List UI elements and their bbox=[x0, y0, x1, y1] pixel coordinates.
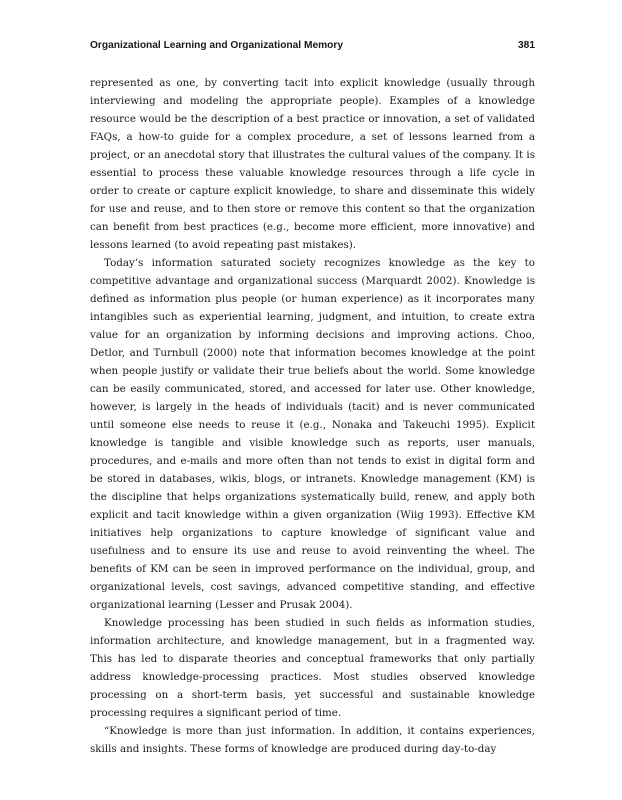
page-number: 381 bbox=[518, 40, 535, 51]
running-header bbox=[90, 40, 535, 58]
paragraph-2: Today’s information saturated society recognizes knowledge as the key to competitive advantage and organizational success (Marquardt 2002). Knowledge is defined as information plus people (or human experience) as it incorporates many intangibles such as experiential learning, judgment, and intuition, to create extra value for an organization by informing decisions and improving actions. Choo, Detlor, and Turnbull (2000) note that information becomes knowledge at the point when people justify or validate their true beliefs about the world. Some knowledge can be easily communicated, stored, and accessed for later use. Other knowledge, however, is largely in the heads of individuals (tacit) and is never communicated until someone else needs to reuse it (e.g., Nonaka and Takeuchi 1995). Explicit knowledge is tangible and visible knowledge such as reports, user manuals, procedures, and e-mails and more often than not tends to exist in digital form and be stored in databases, wikis, blogs, or intranets. Knowledge management (KM) is the discipline that helps organizations systematically build, renew, and apply both explicit and tacit knowledge within a given organization (Wiig 1993). Effective KM initiatives help organizations to capture knowledge of significant value and usefulness and to ensure its use and reuse to avoid reinventing the wheel. The benefits of KM can be seen in improved performance on the individual, group, and organizational levels, cost savings, advanced competitive standing, and effective organizational learning (Lesser and Prusak 2004). bbox=[90, 257, 535, 611]
paragraph-3: Knowledge processing has been studied in such fields as information studies, information architecture, and knowledge management, but in a fragmented way. This has led to disparate theories and conceptual frameworks that only partially address knowledge-processing practices. Most studies observed knowledge processing on a short-term basis, yet successful and sustainable knowledge processing requires a significant period of time. bbox=[90, 617, 535, 719]
paragraph-1: represented as one, by converting tacit into explicit knowledge (usually through interviewing and modeling the appropriate people). Examples of a knowledge resource would be the description of a best practice or innovation, a set of validated FAQs, a how-to guide for a complex procedure, a set of lessons learned from a project, or an anecdotal story that illustrates the cultural values of the company. It is essential to process these valuable knowledge resources through a life cycle in order to create or capture explicit knowledge, to share and disseminate this widely for use and reuse, and to then store or remove this content so that the organization can benefit from best practices (e.g., become more efficient, more innovative) and lessons learned (to avoid repeating past mistakes). bbox=[90, 77, 535, 251]
paragraph-4: “Knowledge is more than just information. In addition, it contains experiences, skills and insights. These forms of knowledge are produced during day-to-day bbox=[90, 725, 535, 755]
body-text bbox=[90, 74, 535, 758]
chapter-title: Organizational Learning and Organizational Memory bbox=[90, 40, 344, 51]
